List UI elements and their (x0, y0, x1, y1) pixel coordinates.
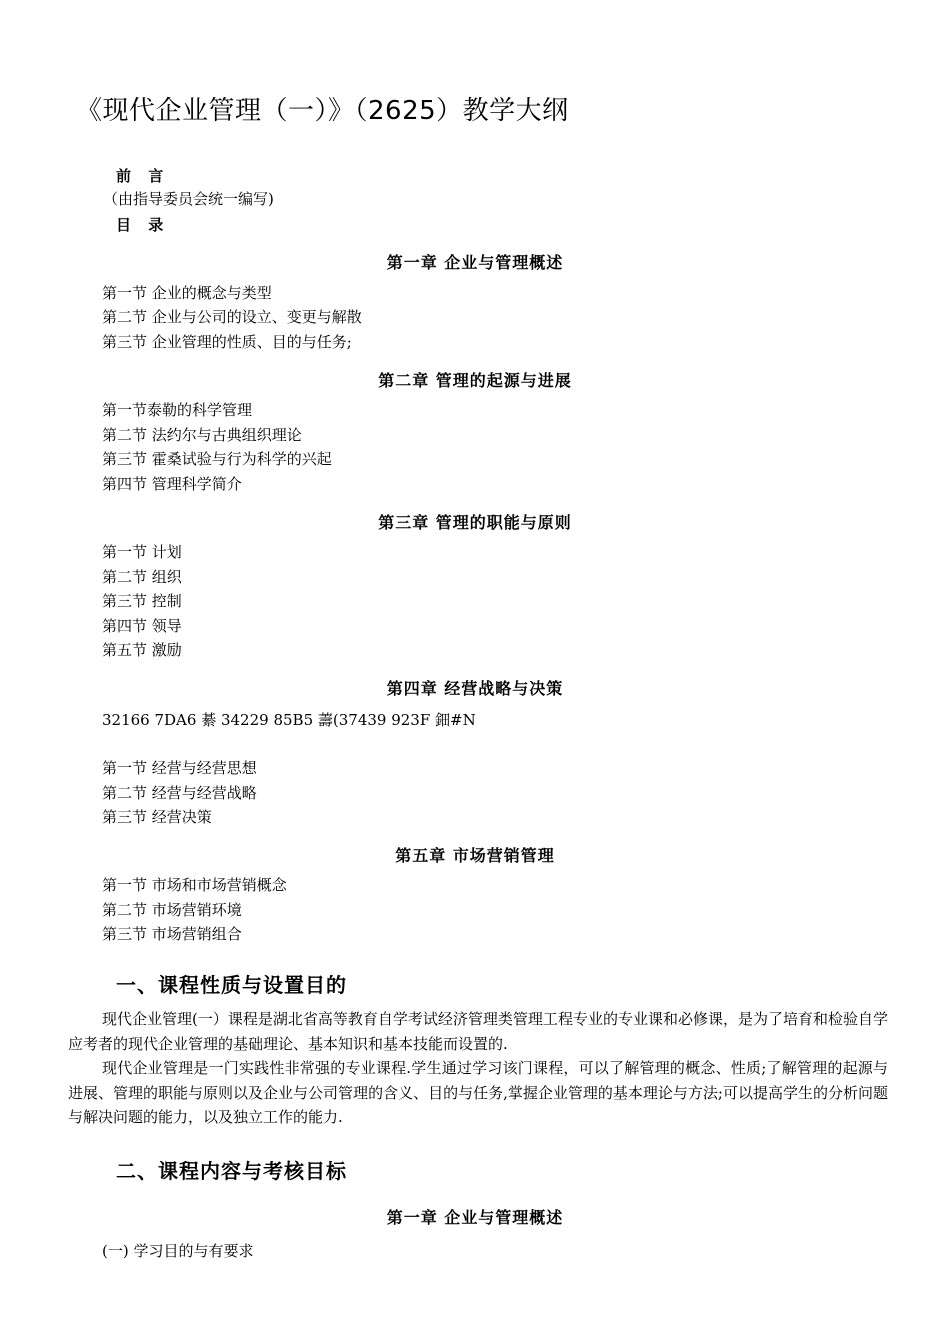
section-2-subheading: (一) 学习目的与有要求 (102, 1242, 254, 1260)
chapter-3-title: 第三章 管理的职能与原则 (378, 513, 572, 532)
chapter-3-section-5: 第五节 激励 (102, 641, 182, 659)
chapter-1-section-1: 第一节 企业的概念与类型 (102, 284, 272, 302)
chapter-1-section-2: 第二节 企业与公司的设立、变更与解散 (102, 308, 362, 326)
preface-heading: 前 言 (116, 167, 170, 185)
chapter-4-garbled-text: 32166 7DA6 綦 34229 85B5 薵(37439 923F 鈿#N (102, 711, 476, 729)
chapter-1-title: 第一章 企业与管理概述 (386, 253, 564, 272)
chapter-3-section-4: 第四节 领导 (102, 617, 182, 635)
document-title: 《现代企业管理（一）》（2625）教学大纲 (76, 96, 569, 126)
chapter-2-section-1: 第一节泰勒的科学管理 (102, 401, 253, 419)
chapter-3-section-3: 第三节 控制 (102, 592, 182, 610)
chapter-2-title: 第二章 管理的起源与进展 (378, 371, 572, 390)
section-1-paragraph-1: 现代企业管理(一）课程是湖北省高等教育自学考试经济管理类管理工程专业的专业课和必修课，是为了培育和检验自学应考者的现代企业管理的基础理论、基本知识和基本技能而设置的. (68, 1010, 888, 1053)
chapter-4-section-2: 第二节 经营与经营战略 (102, 784, 257, 802)
chapter-2-section-4: 第四节 管理科学简介 (102, 475, 242, 493)
chapter-2-section-2: 第二节 法约尔与古典组织理论 (102, 426, 302, 444)
chapter-5-title: 第五章 市场营销管理 (395, 846, 555, 865)
toc-heading: 目 录 (116, 216, 170, 234)
chapter-4-section-3: 第三节 经营决策 (102, 808, 212, 826)
chapter-4-title: 第四章 经营战略与决策 (386, 679, 564, 698)
section-1-heading: 一、课程性质与设置目的 (116, 973, 347, 997)
chapter-3-section-2: 第二节 组织 (102, 568, 182, 586)
chapter-4-section-1: 第一节 经营与经营思想 (102, 759, 257, 777)
section-1-paragraph-2: 现代企业管理是一门实践性非常强的专业课程.学生通过学习该门课程，可以了解管理的概念、性质;了解管理的起源与进展、管理的职能与原则以及企业与公司管理的含义、目的与任务,掌握企业管理的基本理论与方法;可以提高学生的分析问题与解决问题的能力，以及独立工作的能力. (68, 1059, 888, 1126)
chapter-1-section-3: 第三节 企业管理的性质、目的与任务; (102, 333, 352, 351)
chapter-5-section-2: 第二节 市场营销环境 (102, 901, 242, 919)
section-2-heading: 二、课程内容与考核目标 (116, 1159, 347, 1183)
chapter-5-section-1: 第一节 市场和市场营销概念 (102, 876, 287, 894)
chapter-5-section-3: 第三节 市场营销组合 (102, 925, 242, 943)
section-2-chapter-title: 第一章 企业与管理概述 (386, 1208, 564, 1227)
chapter-2-section-3: 第三节 霍桑试验与行为科学的兴起 (102, 450, 332, 468)
chapter-3-section-1: 第一节 计划 (102, 543, 182, 561)
preface-note: （由指导委员会统一编写) (103, 190, 274, 208)
